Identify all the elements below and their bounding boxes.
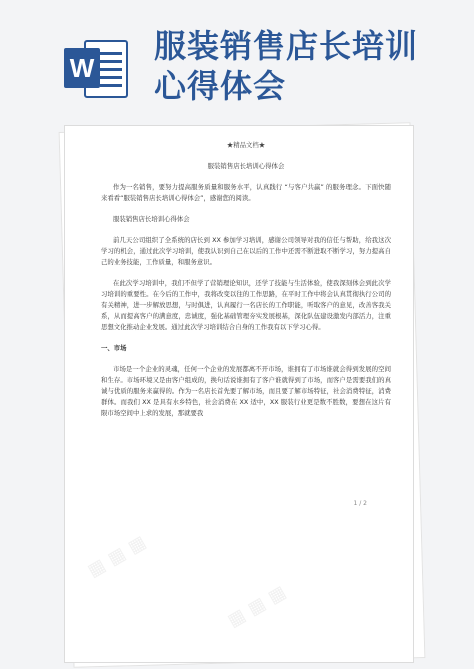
word-icon [64, 38, 130, 100]
document-page [64, 125, 414, 663]
paragraph: 作为一名销售，要努力提高服务质量和服务水平，认真践行 “与客户共赢” 的服务理念。下面快随来看看“服装销售店长培训心得体会”，感谢您的阅读。 [101, 183, 391, 202]
watermark: ▦ ▦ ▦ [84, 531, 150, 582]
word-letter-badge: W [64, 48, 100, 88]
watermark: ▦ ▦ ▦ [224, 581, 290, 632]
page-headline [154, 26, 454, 106]
paragraph: 在此次学习培训中，我们不但学了营销理论知识，还学了技能与生活体验，使我深刻体会到此次学习培训的重要性。在今后的工作中，我将改变以往的工作思路，在平时工作中将会认真贯彻执行公司的有关精神，进一步解放思想，与时俱进，认真履行一名店长的工作职能，听取客户的意见，改善客我关系，从而提高客户的满意度，忠诚度，强化基础管理夯实发展根基，深化队伍建设激发内部活力，注重思想文化推动企业发展。通过此次学习培训结合自身的工作我有以下学习心得。 [101, 279, 391, 331]
paragraph: 前几天公司组织了全系统的店长到 XX 参加学习培训，感谢公司领导对我的信任与帮助，给我这次学习的机会，通过此次学习培训，使我认识到自己在以后的工作中还需不断进取不断学习，努力提高自己的业务技能，工作质量，和服务意识。 [101, 236, 391, 266]
headline-line-1: 服装销售店长培训 [154, 27, 419, 65]
section-heading: 一、市场 [101, 344, 127, 352]
header-banner [0, 0, 474, 120]
paragraph: 市场是一个企业的灵魂，任何一个企业的发展都离不开市场，谁拥有了市场谁就会得到发展的空间和生存。市场环境又是由客户组成的，换句话说谁拥有了客户谁就得到了市场，而客户是需要我们的真诚与优质的服务来赢得的。作为一名店长首先要了解市场，而且要了解市场特征，社会消费特征，消费群体。而我们 XX 是具有水乡特色，社会消费在 XX 适中，XX 服装行业更是数不胜数，要想在这片有限市场空间中上求的发展，那就要我 [101, 365, 391, 417]
doc-title: 服装销售店长培训心得体会 [207, 162, 285, 170]
page-number: 1 / 2 [353, 500, 367, 507]
document-body [101, 140, 391, 429]
doc-banner: ★精品文档★ [226, 141, 266, 149]
paragraph: 服装销售店长培训心得体会 [113, 215, 190, 223]
headline-line-2: 心得体会 [154, 67, 287, 105]
